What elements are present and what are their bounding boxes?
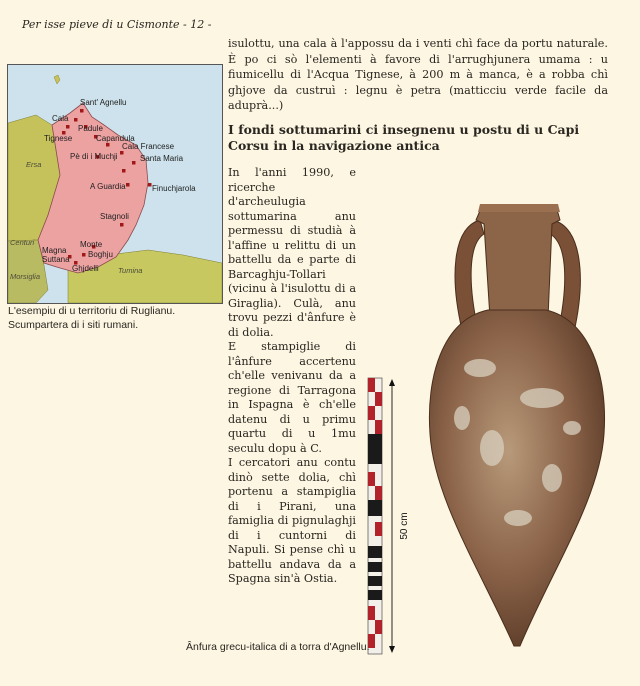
label-morsiglia: Morsiglia (10, 272, 41, 281)
map-figure (7, 64, 223, 304)
label-centuri: Centuri (10, 238, 35, 247)
amphora-photo (422, 198, 612, 654)
paragraph-1: In l'anni 1990, e ricerche d'archeulugia sottumarina anu permessu di studià à l'affine u relittu di un battellu da e parte di Barcaghju-Tollari (vicinu à l'isulottu di a Giraglia). Culà, anu trovu pezzi d'ânfure è di dolia. (228, 166, 356, 339)
label-monte: Monte (80, 240, 103, 249)
label-ghjdelli: Ghjdelli (72, 264, 99, 273)
label-cala: Cala (52, 114, 69, 123)
label-ersa: Ersa (26, 160, 42, 169)
label-tignese: Tignese (44, 134, 73, 143)
label-cala-francese: Cala Francese (122, 142, 175, 151)
scale-ruler (362, 376, 414, 656)
label-pe-di-i-muchji: Pè di i Muchji (70, 152, 118, 161)
section-heading: I fondi sottumarini ci insegnenu u postu di u Capi Corsu in la navigazione antica (228, 122, 580, 153)
territory-map (8, 65, 222, 303)
paragraph-2: E stampiglie di l'ânfure accertenu ch'elle venivanu da a regione di Tarragona in Ispagna è ch'elle datenu di u primu quartu di u 1mu seculu dopu à C. (228, 340, 356, 455)
label-tumina: Tumina (118, 266, 143, 275)
body-column (228, 166, 356, 587)
scale-label: 50 cm (399, 512, 410, 540)
label-finuchjarola: Finuchjarola (152, 184, 196, 193)
label-stagnoli: Stagnoli (100, 212, 129, 221)
label-padule: Padule (78, 124, 103, 133)
label-capandula: Capandula (96, 134, 135, 143)
map-caption: L'esempiu di u territoriu di Ruglianu. Scumpartera di i siti rumani. (8, 305, 176, 331)
label-a-guardia: A Guardia (90, 182, 126, 191)
label-santa-maria: Santa Maria (140, 154, 184, 163)
page-header: Per isse pieve di u Cismonte - 12 - (22, 18, 212, 31)
label-boghju: Boghju (88, 250, 113, 259)
paragraph-3: I cercatori anu contu dinò sette dolia, chì portenu a stampiglia di i Pirani, una famiglia di pignulaghji di i cuntorni di Napuli. Si pense chì u battellu andava da a Spagna sin'à Ostia. (228, 456, 356, 585)
label-sant-agnellu: Sant' Agnellu (80, 98, 127, 107)
intro-paragraph: isulottu, una cala à l'appossu da i venti chì face da portu naturale. È po ci sò l'elementi à favore di l'arrughjunera umama : u fiumicellu di l'Acqua Tignese, à 200 m à manca, è a robba chì ghjove da custruì : legnu è petra (matticciu verde facile da aduprà...) (228, 37, 608, 113)
label-suttana: Suttana (42, 255, 70, 264)
label-magna: Magna (42, 246, 67, 255)
amphora-caption: Ânfura grecu-italica di a torra d'Agnellu. (186, 641, 370, 653)
